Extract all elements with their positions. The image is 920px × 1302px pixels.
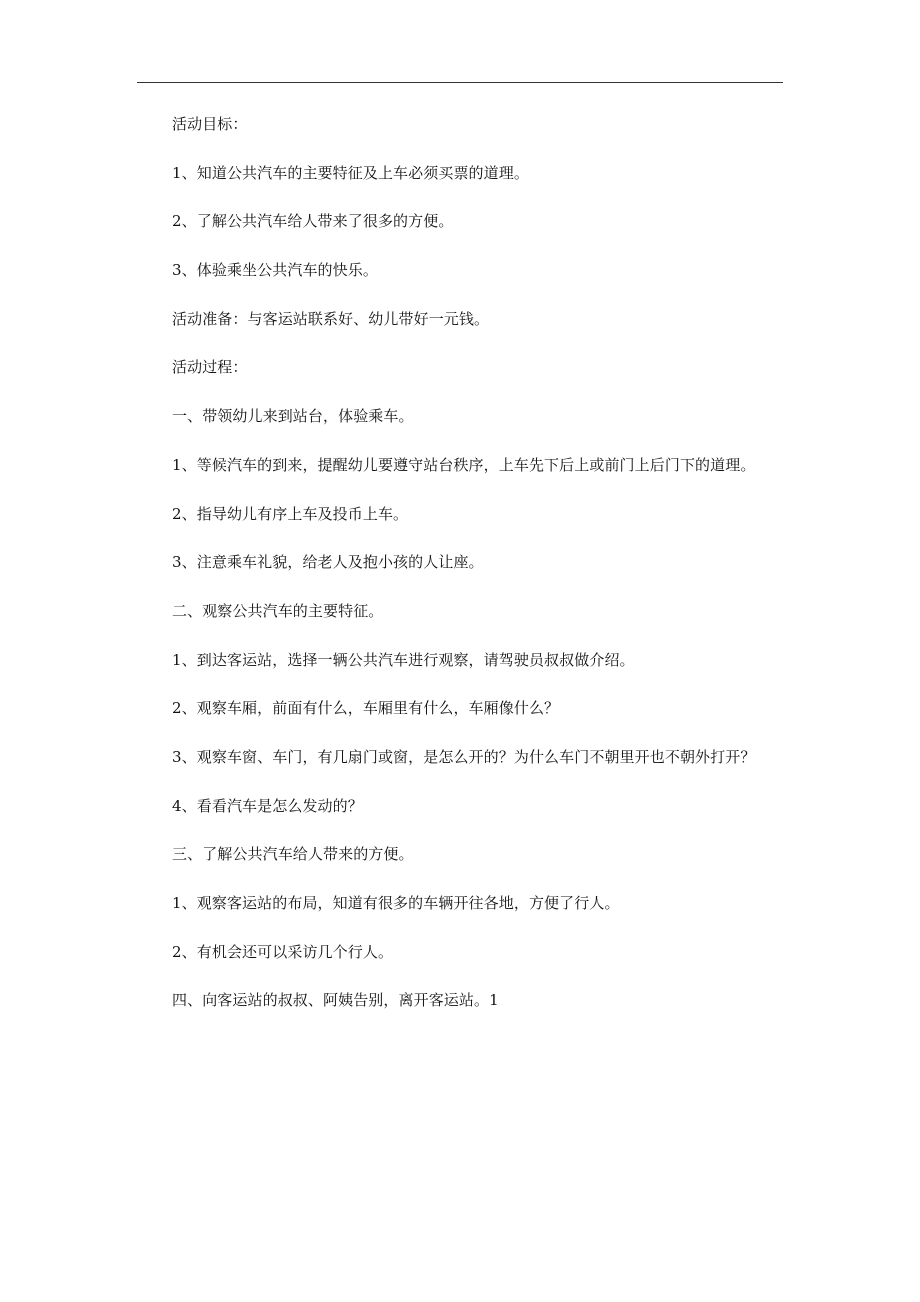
process-step-1-heading: 一、带领幼儿来到站台，体验乘车。: [172, 407, 414, 426]
process-step-1-item-3: 3、注意乘车礼貌，给老人及抱小孩的人让座。: [172, 553, 484, 572]
process-step-2-heading: 二、观察公共汽车的主要特征。: [172, 601, 384, 620]
section-heading-process: 活动过程：: [172, 358, 248, 377]
process-step-2-item-3: 3、观察车窗、车门，有几扇门或窗，是怎么开的？为什么车门不朝里开也不朝外打开？: [172, 747, 756, 766]
section-heading-goals: 活动目标：: [172, 115, 248, 133]
goal-item-1: 1、知道公共汽车的主要特征及上车必须买票的道理。: [172, 163, 529, 182]
goal-item-3: 3、体验乘坐公共汽车的快乐。: [172, 261, 378, 280]
process-step-3-item-1: 1、观察客运站的布局，知道有很多的车辆开往各地，方便了行人。: [172, 894, 620, 912]
process-step-4-heading: 四、向客运站的叔叔、阿姨告别，离开客运站。1: [172, 991, 499, 1010]
goal-item-2: 2、了解公共汽车给人带来了很多的方便。: [172, 212, 454, 231]
document-body: [172, 109, 792, 1034]
process-step-1-item-1: 1、等候汽车的到来，提醒幼儿要遵守站台秩序，上车先下后上或前门上后门下的道理。: [172, 455, 756, 474]
process-step-1-item-2: 2、指导幼儿有序上车及投币上车。: [172, 504, 409, 523]
preparation-line: 活动准备：与客运站联系好、幼儿带好一元钱。: [172, 309, 490, 328]
process-step-3-heading: 三、了解公共汽车给人带来的方便。: [172, 845, 414, 864]
process-step-3-item-2: 2、有机会还可以采访几个行人。: [172, 942, 394, 961]
header-rule: [137, 82, 783, 83]
process-step-2-item-4: 4、看看汽车是怎么发动的？: [172, 796, 363, 815]
process-step-2-item-2: 2、观察车厢，前面有什么，车厢里有什么，车厢像什么？: [172, 699, 560, 718]
process-step-2-item-1: 1、到达客运站，选择一辆公共汽车进行观察，请驾驶员叔叔做介绍。: [172, 650, 635, 669]
